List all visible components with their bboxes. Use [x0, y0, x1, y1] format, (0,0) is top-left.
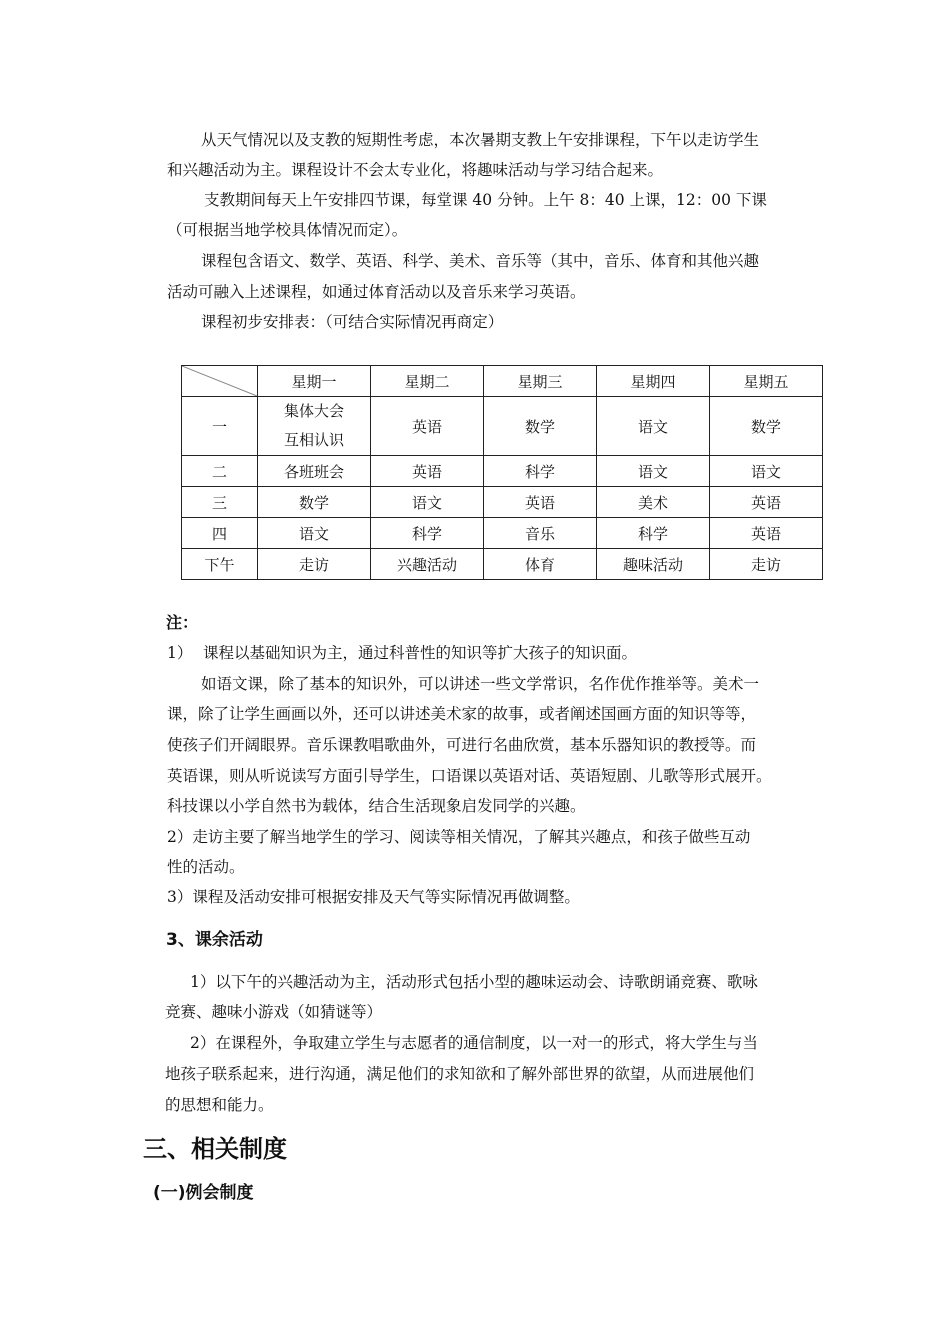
day-header: 星期三 [484, 366, 597, 397]
note-1-detail-line-1: 如语文课，除了基本的知识外，可以讲述一些文学常识，名作优作推举等。美术一 [201, 675, 760, 693]
note-2-line-2: 性的活动。 [167, 858, 245, 876]
schedule-caption: 课程初步安排表：（可结合实际情况再商定） [201, 313, 504, 331]
day-header: 星期四 [597, 366, 710, 397]
table-row [182, 397, 823, 456]
notes-title: 注： [166, 613, 199, 632]
table-cell: 数学 [258, 487, 371, 518]
table-cell: 语文 [710, 456, 823, 487]
period-label: 下午 [182, 549, 258, 580]
schedule-table [181, 365, 823, 580]
table-row [182, 549, 823, 580]
day-header: 星期一 [258, 366, 371, 397]
intro-paragraph-3-line-1: 课程包含语文、数学、英语、科学、美术、音乐等（其中，音乐、体育和其他兴趣 [201, 252, 760, 270]
table-cell: 语文 [597, 397, 710, 456]
period-label: 二 [182, 456, 258, 487]
day-header: 星期二 [371, 366, 484, 397]
day-header: 星期五 [710, 366, 823, 397]
chapter-title: 三、相关制度 [143, 1135, 287, 1163]
cell-line: 集体大会 [283, 402, 344, 420]
table-cell: 数学 [484, 397, 597, 456]
schedule-header-row [182, 366, 823, 397]
note-1: 课程以基础知识为主，通过科普性的知识等扩大孩子的知识面。 [203, 644, 638, 662]
section-heading: 3、课余活动 [166, 930, 263, 950]
period-label: 一 [182, 397, 258, 456]
activity-1-line-2: 竞赛、趣味小游戏（如猜谜等） [165, 1003, 383, 1021]
chapter-subtitle: (一)例会制度 [153, 1183, 254, 1203]
table-cell: 美术 [597, 487, 710, 518]
activity-2-line-3: 的思想和能力。 [165, 1096, 274, 1114]
note-1-detail-line-3: 使孩子们开阔眼界。音乐课教唱歌曲外，可进行名曲欣赏，基本乐器知识的教授等。而 [167, 736, 757, 754]
table-cell: 英语 [371, 456, 484, 487]
note-1-detail-line-5: 科技课以小学自然书为载体，结合生活现象启发同学的兴趣。 [167, 797, 586, 815]
table-cell: 语文 [258, 518, 371, 549]
table-cell: 走访 [258, 549, 371, 580]
activity-2-line-1: 2）在课程外，争取建立学生与志愿者的通信制度，以一对一的形式，将大学生与当 [190, 1034, 758, 1052]
note-2-line-1: 2）走访主要了解当地学生的学习、阅读等相关情况，了解其兴趣点，和孩子做些互动 [167, 828, 751, 846]
table-row [182, 487, 823, 518]
table-row [182, 518, 823, 549]
table-cell: 科学 [484, 456, 597, 487]
activity-2-line-2: 地孩子联系起来，进行沟通，满足他们的求知欲和了解外部世界的欲望，从而进展他们 [165, 1065, 755, 1083]
table-cell: 科学 [371, 518, 484, 549]
period-label: 三 [182, 487, 258, 518]
table-cell: 走访 [710, 549, 823, 580]
table-cell: 音乐 [484, 518, 597, 549]
table-cell: 英语 [710, 487, 823, 518]
activity-1-line-1: 1）以下午的兴趣活动为主，活动形式包括小型的趣味运动会、诗歌朗诵竞赛、歌咏 [190, 973, 758, 991]
note-3: 3）课程及活动安排可根据安排及天气等实际情况再做调整。 [167, 888, 580, 906]
intro-paragraph-3-line-2: 活动可融入上述课程，如通过体育活动以及音乐来学习英语。 [167, 283, 586, 301]
note-1-marker: 1） [167, 644, 193, 662]
table-cell: 语文 [371, 487, 484, 518]
intro-paragraph-2-line-1: 支教期间每天上午安排四节课，每堂课 40 分钟。上午 8：40 上课，12：00 下课 [204, 191, 767, 209]
note-1-detail-line-2: 课，除了让学生画画以外，还可以讲述美术家的故事，或者阐述国画方面的知识等等， [167, 705, 757, 723]
table-row [182, 456, 823, 487]
table-cell: 数学 [710, 397, 823, 456]
table-cell: 各班班会 [258, 456, 371, 487]
table-cell: 体育 [484, 549, 597, 580]
table-cell: 语文 [597, 456, 710, 487]
table-cell: 英语 [484, 487, 597, 518]
intro-paragraph-2-line-2: （可根据当地学校具体情况而定）。 [167, 221, 408, 239]
table-cell: 英语 [710, 518, 823, 549]
table-cell [258, 397, 371, 456]
table-cell: 科学 [597, 518, 710, 549]
table-cell: 英语 [371, 397, 484, 456]
table-cell: 兴趣活动 [371, 549, 484, 580]
table-cell: 趣味活动 [597, 549, 710, 580]
diagonal-line [182, 366, 257, 396]
cell-line: 互相认识 [283, 431, 344, 449]
intro-paragraph-1-line-1: 从天气情况以及支教的短期性考虑，本次暑期支教上午安排课程，下午以走访学生 [201, 131, 760, 149]
note-1-detail-line-4: 英语课，则从听说读写方面引导学生，口语课以英语对话、英语短剧、儿歌等形式展开。 [167, 767, 772, 785]
schedule-corner-cell [182, 366, 258, 397]
period-label: 四 [182, 518, 258, 549]
intro-paragraph-1-line-2: 和兴趣活动为主。课程设计不会太专业化，将趣味活动与学习结合起来。 [167, 161, 664, 179]
